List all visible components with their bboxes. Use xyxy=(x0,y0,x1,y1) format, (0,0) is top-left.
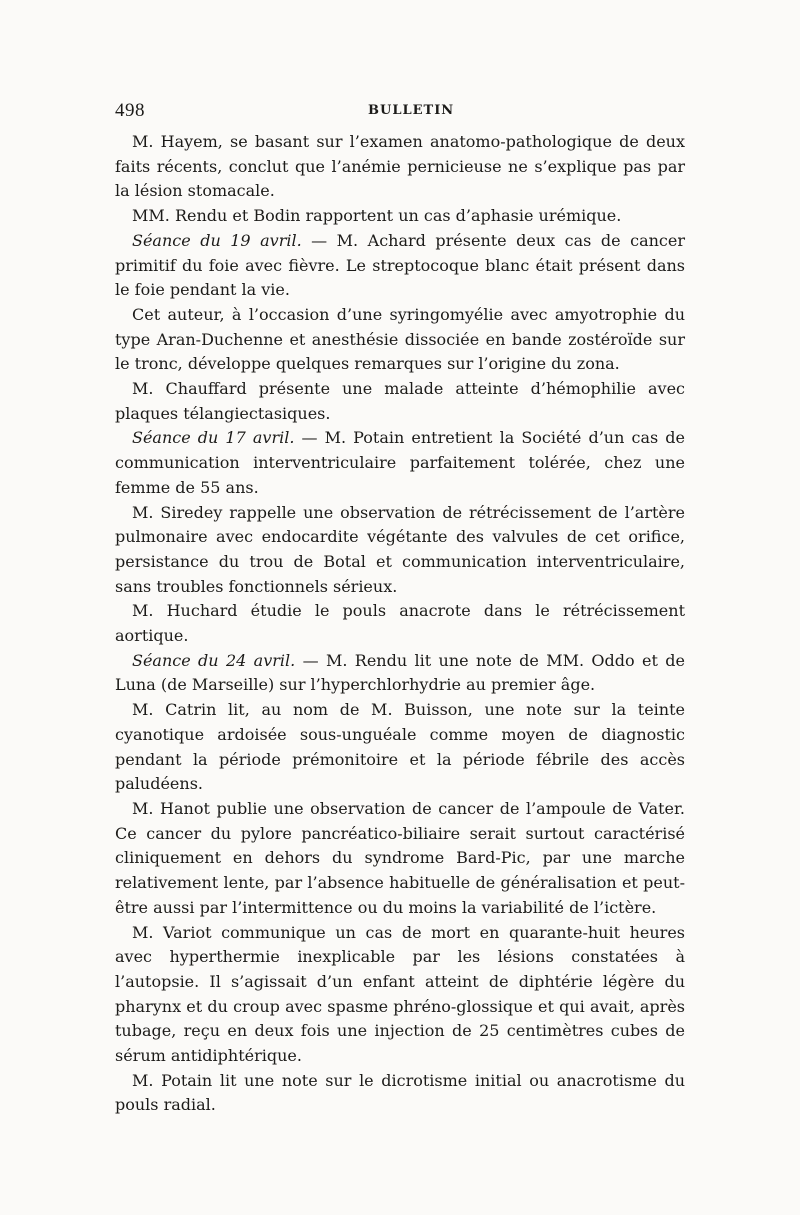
page-body xyxy=(115,130,685,1118)
seance-date: Séance du 24 avril. xyxy=(132,650,296,670)
paragraph xyxy=(115,501,685,600)
paragraph-text: M. Variot communique un cas de mort en quarante-huit heures avec hyperthermie inexplicable par les lésions constatées à l’autopsie. Il s’agissait d’un enfant atteint de diphtérie légère du pharynx et du croup avec spasme phréno-glossique et qui avait, après tubage, reçu en deux fois une injection de 25 centimètres cubes de sérum antidiphtérique. xyxy=(115,922,685,1066)
seance-date: Séance du 19 avril. xyxy=(132,230,302,250)
paragraph-text: M. Huchard étudie le pouls anacrote dans le rétrécissement aortique. xyxy=(115,601,685,646)
paragraph xyxy=(115,130,685,204)
paragraph xyxy=(115,204,685,229)
paragraph-text: M. Chauffard présente une malade atteinte d’hémophilie avec plaques télangiectasiques. xyxy=(115,379,685,423)
paragraph xyxy=(115,698,685,797)
paragraph xyxy=(115,921,685,1069)
paragraph-text: — M. Rendu lit une note de MM. Oddo et de Luna (de Marseille) sur l’hyperchlorhydrie au premier âge. xyxy=(115,650,685,695)
paragraph xyxy=(115,426,685,500)
paragraph xyxy=(115,303,685,377)
paragraph-text: Cet auteur, à l’occasion d’une syringomyélie avec amyotrophie du type Aran-Duchenne et anesthésie dissociée en bande zostéroïde sur le tronc, développe quelques remarques sur l’origine du zona. xyxy=(115,304,685,374)
paragraph xyxy=(115,1069,685,1118)
paragraph xyxy=(115,649,685,698)
page-header xyxy=(115,100,685,124)
paragraph xyxy=(115,797,685,921)
paragraph-text: — M. Achard présente deux cas de cancer primitif du foie avec fièvre. Le streptocoque blanc était présent dans le foie pendant la vie. xyxy=(115,230,685,300)
paragraph-text: M. Siredey rappelle une observation de rétrécissement de l’artère pulmonaire avec endocardite végétante des valvules de cet orifice, persistance du trou de Botal et communication interventriculaire, sans troubles fonctionnels sérieux. xyxy=(115,502,685,596)
seance-date: Séance du 17 avril. xyxy=(132,428,295,448)
paragraph-text: — M. Potain entretient la Société d’un cas de communication interventriculaire parfaitement tolérée, chez une femme de 55 ans. xyxy=(115,428,685,497)
running-head: BULLETIN xyxy=(368,103,455,118)
paragraph-text: M. Catrin lit, au nom de M. Buisson, une note sur la teinte cyanotique ardoisée sous-unguéale comme moyen de diagnostic pendant la période prémonitoire et la période fébrile des accès paludéens. xyxy=(115,700,685,794)
paragraph xyxy=(115,377,685,426)
paragraph xyxy=(115,229,685,303)
paragraph-text: M. Potain lit une note sur le dicrotisme initial ou anacrotisme du pouls radial. xyxy=(115,1070,685,1115)
page-number: 498 xyxy=(115,100,145,121)
paragraph xyxy=(115,599,685,648)
paragraph-text: MM. Rendu et Bodin rapportent un cas d’aphasie urémique. xyxy=(132,206,622,226)
paragraph-text: M. Hanot publie une observation de cancer de l’ampoule de Vater. Ce cancer du pylore pancréatico-biliaire serait surtout caractérisé cliniquement en dehors du syndrome Bard-Pic, par une marche relativement lente, par l’absence habituelle de généralisation et peut-être aussi par l’intermittence ou du moins la variabilité de l’ictère. xyxy=(115,798,685,917)
paragraph-text: M. Hayem, se basant sur l’examen anatomo-pathologique de deux faits récents, conclut que l’anémie pernicieuse ne s’explique pas par la lésion stomacale. xyxy=(115,132,685,201)
